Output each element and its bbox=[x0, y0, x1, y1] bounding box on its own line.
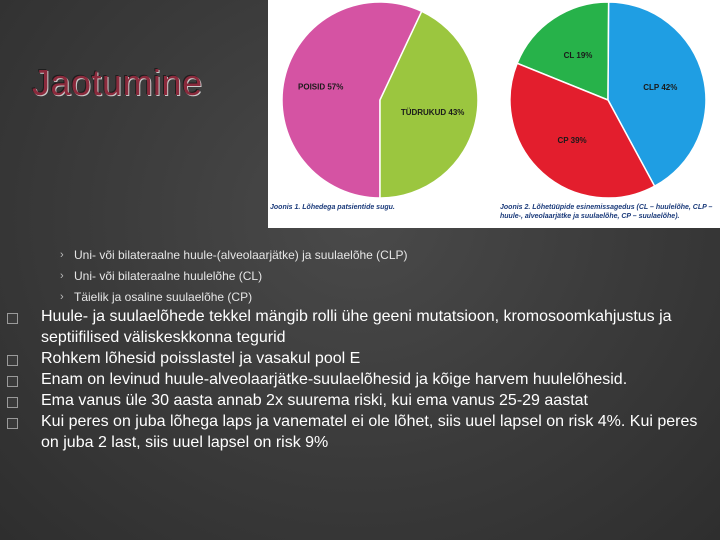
pie-charts-figure bbox=[268, 0, 720, 228]
figure-caption-2: Joonis 2. Lõhetüüpide esinemissagedus (CL – huulelõhe, CLP – huule-, alveolaarjätke ja suulaelõhe, CP – suulaelõhe). bbox=[500, 204, 713, 220]
cleft-types-list bbox=[60, 245, 408, 308]
pie-slice-label: CL 19% bbox=[563, 51, 593, 61]
pie-slice-label: CP 39% bbox=[557, 136, 587, 146]
figure-caption-1: Joonis 1. Lõhedega patsientide sugu. bbox=[270, 204, 395, 211]
bullet-item bbox=[0, 369, 720, 390]
chevron-right-icon: › bbox=[60, 249, 64, 261]
sub-item bbox=[60, 266, 408, 287]
bullet-icon bbox=[7, 313, 18, 324]
bullet-item bbox=[0, 411, 720, 453]
pie-slice-label: POISID 57% bbox=[298, 82, 344, 92]
bullet-text: Rohkem lõhesid poisslastel ja vasakul pool E bbox=[41, 350, 361, 367]
sub-item-text: Uni- või bilateraalne huule-(alveolaarjätke) ja suulaelõhe (CLP) bbox=[74, 248, 408, 262]
bullet-icon bbox=[7, 355, 18, 366]
bullet-icon bbox=[7, 397, 18, 408]
bullet-item bbox=[0, 390, 720, 411]
sub-item-text: Uni- või bilateraalne huulelõhe (CL) bbox=[74, 269, 263, 283]
facts-list bbox=[0, 306, 720, 453]
sub-item bbox=[60, 287, 408, 308]
bullet-item bbox=[0, 306, 720, 348]
chevron-right-icon: › bbox=[60, 291, 64, 303]
bullet-text: Ema vanus üle 30 aasta annab 2x suurema riski, kui ema vanus 25-29 aastat bbox=[41, 392, 588, 409]
sub-item-text: Täielik ja osaline suulaelõhe (CP) bbox=[74, 290, 253, 304]
slide-title: Jaotumine bbox=[32, 62, 203, 103]
pie-chart-cleft-types bbox=[510, 2, 706, 198]
sub-item bbox=[60, 245, 408, 266]
bullet-text: Kui peres on juba lõhega laps ja vanematel ei ole lõhet, siis uuel lapsel on risk 4%. Kui peres on juba 2 last, siis uuel lapsel on risk 9% bbox=[41, 413, 698, 451]
pie-charts-svg bbox=[268, 0, 720, 228]
bullet-item bbox=[0, 348, 720, 369]
chevron-right-icon: › bbox=[60, 270, 64, 282]
bullet-text: Huule- ja suulaelõhede tekkel mängib rolli ühe geeni mutatsioon, kromosoomkahjustus ja septiifilised väliskeskkonna tegurid bbox=[41, 308, 672, 346]
pie-slice-label: CLP 42% bbox=[643, 82, 678, 92]
bullet-icon bbox=[7, 418, 18, 429]
pie-slice-label: TÜDRUKUD 43% bbox=[400, 107, 465, 117]
bullet-text: Enam on levinud huule-alveolaarjätke-suulaelõhesid ja kõige harvem huulelõhesid. bbox=[41, 371, 628, 388]
pie-chart-gender bbox=[282, 2, 478, 198]
bullet-icon bbox=[7, 376, 18, 387]
